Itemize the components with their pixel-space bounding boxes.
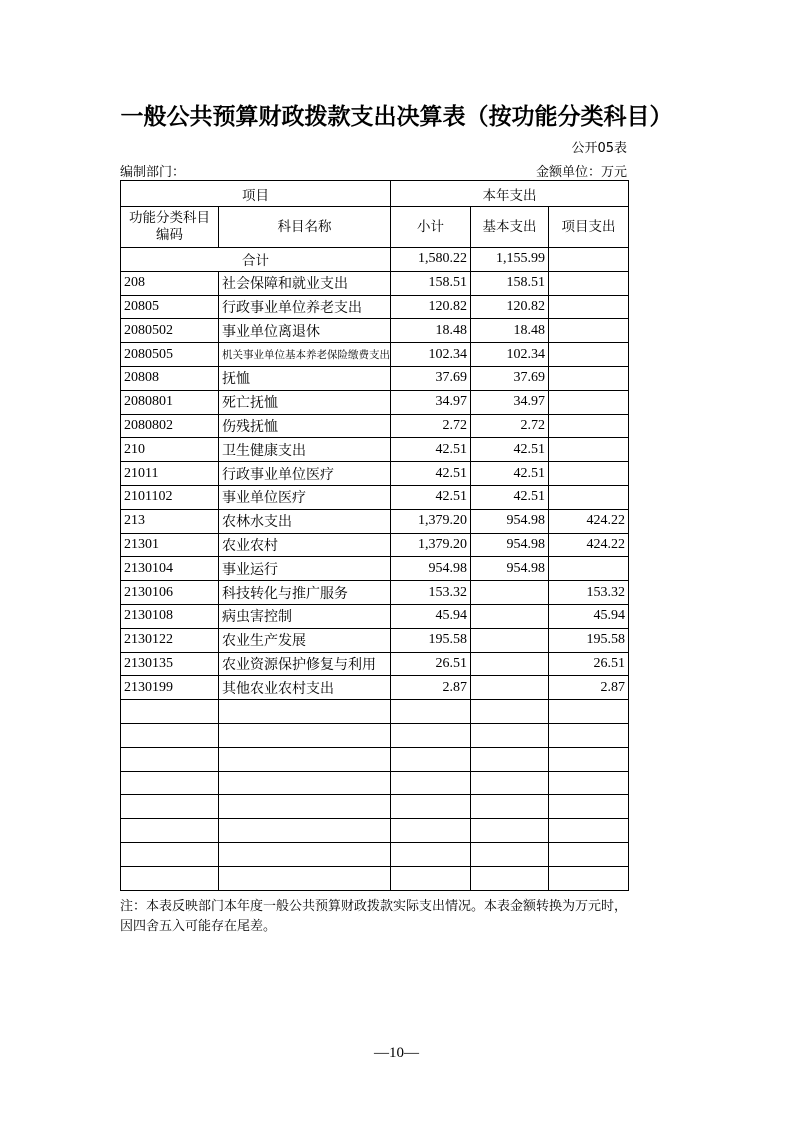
empty-row [121, 819, 629, 843]
empty-cell [121, 795, 219, 819]
cell-name: 科技转化与推广服务 [219, 581, 391, 605]
cell-name: 社会保障和就业支出 [219, 271, 391, 295]
empty-cell [471, 723, 549, 747]
cell-subtotal: 1,379.20 [391, 509, 471, 533]
empty-cell [471, 819, 549, 843]
table-row [121, 438, 629, 462]
cell-project [549, 438, 629, 462]
cell-code: 210 [121, 438, 219, 462]
empty-cell [121, 819, 219, 843]
cell-project [549, 366, 629, 390]
cell-basic: 954.98 [471, 533, 549, 557]
table-row [121, 414, 629, 438]
empty-cell [549, 795, 629, 819]
header-name: 科目名称 [219, 207, 391, 248]
table-row [121, 604, 629, 628]
empty-cell [549, 771, 629, 795]
header-subtotal: 小计 [391, 207, 471, 248]
empty-row [121, 747, 629, 771]
header-basic: 基本支出 [471, 207, 549, 248]
cell-basic [471, 628, 549, 652]
cell-basic: 102.34 [471, 343, 549, 367]
empty-cell [219, 700, 391, 724]
cell-name: 卫生健康支出 [219, 438, 391, 462]
cell-code: 2130199 [121, 676, 219, 700]
cell-subtotal: 102.34 [391, 343, 471, 367]
empty-cell [121, 700, 219, 724]
cell-name: 病虫害控制 [219, 604, 391, 628]
empty-cell [121, 866, 219, 890]
cell-project [549, 295, 629, 319]
cell-name: 伤残抚恤 [219, 414, 391, 438]
cell-subtotal: 42.51 [391, 462, 471, 486]
cell-name: 行政事业单位养老支出 [219, 295, 391, 319]
page-number: —10— [374, 1045, 419, 1061]
cell-subtotal: 120.82 [391, 295, 471, 319]
cell-project [549, 462, 629, 486]
expenditure-table [120, 180, 629, 891]
empty-cell [391, 723, 471, 747]
empty-cell [471, 747, 549, 771]
cell-project: 424.22 [549, 533, 629, 557]
cell-subtotal: 18.48 [391, 319, 471, 343]
cell-project [549, 343, 629, 367]
empty-cell [549, 819, 629, 843]
cell-name: 事业单位医疗 [219, 485, 391, 509]
table-row [121, 676, 629, 700]
page-title: 一般公共预算财政拨款支出决算表（按功能分类科目） [120, 104, 673, 130]
cell-basic: 158.51 [471, 271, 549, 295]
empty-row [121, 842, 629, 866]
cell-code: 208 [121, 271, 219, 295]
empty-cell [549, 723, 629, 747]
table-row [121, 485, 629, 509]
empty-cell [219, 795, 391, 819]
cell-project [549, 390, 629, 414]
empty-cell [391, 866, 471, 890]
cell-code: 20808 [121, 366, 219, 390]
cell-subtotal: 45.94 [391, 604, 471, 628]
table-row [121, 390, 629, 414]
cell-name: 农业生产发展 [219, 628, 391, 652]
table-row [121, 557, 629, 581]
cell-basic: 954.98 [471, 509, 549, 533]
cell-code: 2130135 [121, 652, 219, 676]
empty-row [121, 795, 629, 819]
empty-cell [471, 795, 549, 819]
empty-cell [549, 747, 629, 771]
cell-basic [471, 581, 549, 605]
empty-cell [121, 771, 219, 795]
cell-basic: 2.72 [471, 414, 549, 438]
empty-cell [219, 747, 391, 771]
cell-code: 2080801 [121, 390, 219, 414]
cell-code: 2130104 [121, 557, 219, 581]
empty-row [121, 700, 629, 724]
cell-subtotal: 195.58 [391, 628, 471, 652]
form-number: 公开05表 [571, 141, 627, 156]
cell-basic [471, 604, 549, 628]
cell-project [549, 414, 629, 438]
empty-cell [219, 866, 391, 890]
cell-name: 行政事业单位医疗 [219, 462, 391, 486]
cell-subtotal: 2.87 [391, 676, 471, 700]
cell-basic [471, 652, 549, 676]
header-project-exp: 项目支出 [549, 207, 629, 248]
total-subtotal: 1,580.22 [391, 248, 471, 272]
empty-cell [121, 747, 219, 771]
empty-cell [471, 700, 549, 724]
empty-row [121, 723, 629, 747]
empty-cell [391, 747, 471, 771]
header-project: 项目 [121, 181, 391, 207]
cell-basic [471, 676, 549, 700]
cell-basic: 42.51 [471, 462, 549, 486]
table-row [121, 581, 629, 605]
cell-project [549, 271, 629, 295]
cell-basic: 120.82 [471, 295, 549, 319]
empty-cell [391, 795, 471, 819]
empty-cell [549, 842, 629, 866]
empty-cell [391, 700, 471, 724]
cell-subtotal: 26.51 [391, 652, 471, 676]
cell-project: 2.87 [549, 676, 629, 700]
cell-name: 机关事业单位基本养老保险缴费支出 [219, 343, 391, 367]
cell-project: 424.22 [549, 509, 629, 533]
empty-cell [471, 866, 549, 890]
cell-code: 2130106 [121, 581, 219, 605]
empty-cell [219, 819, 391, 843]
table-row [121, 462, 629, 486]
cell-basic: 42.51 [471, 485, 549, 509]
cell-name: 事业运行 [219, 557, 391, 581]
cell-project: 153.32 [549, 581, 629, 605]
empty-cell [219, 771, 391, 795]
empty-cell [219, 842, 391, 866]
cell-basic: 42.51 [471, 438, 549, 462]
cell-project [549, 557, 629, 581]
header-code: 功能分类科目编码 [121, 207, 219, 248]
cell-basic: 37.69 [471, 366, 549, 390]
empty-cell [121, 723, 219, 747]
cell-name: 事业单位离退休 [219, 319, 391, 343]
cell-subtotal: 158.51 [391, 271, 471, 295]
total-project [549, 248, 629, 272]
cell-code: 2080505 [121, 343, 219, 367]
empty-cell [391, 819, 471, 843]
total-label: 合计 [121, 248, 391, 272]
cell-basic: 34.97 [471, 390, 549, 414]
empty-cell [391, 771, 471, 795]
cell-project: 195.58 [549, 628, 629, 652]
cell-name: 其他农业农村支出 [219, 676, 391, 700]
cell-project [549, 485, 629, 509]
table-row [121, 533, 629, 557]
cell-code: 213 [121, 509, 219, 533]
cell-basic: 18.48 [471, 319, 549, 343]
empty-row [121, 866, 629, 890]
cell-basic: 954.98 [471, 557, 549, 581]
table-row [121, 366, 629, 390]
empty-row [121, 771, 629, 795]
cell-subtotal: 42.51 [391, 485, 471, 509]
cell-project: 45.94 [549, 604, 629, 628]
table-row [121, 652, 629, 676]
cell-name: 农林水支出 [219, 509, 391, 533]
empty-cell [549, 866, 629, 890]
cell-subtotal: 153.32 [391, 581, 471, 605]
empty-cell [121, 842, 219, 866]
cell-name: 农业资源保护修复与利用 [219, 652, 391, 676]
header-current-year: 本年支出 [391, 181, 629, 207]
unit-label: 金额单位：万元 [535, 165, 627, 180]
cell-code: 20805 [121, 295, 219, 319]
empty-cell [549, 700, 629, 724]
total-basic: 1,155.99 [471, 248, 549, 272]
cell-project [549, 319, 629, 343]
empty-cell [471, 842, 549, 866]
empty-cell [391, 842, 471, 866]
cell-subtotal: 37.69 [391, 366, 471, 390]
table-row [121, 271, 629, 295]
dept-label: 编制部门： [120, 165, 186, 180]
cell-code: 2101102 [121, 485, 219, 509]
table-row [121, 343, 629, 367]
table-meta-row [120, 161, 627, 180]
cell-code: 21301 [121, 533, 219, 557]
cell-code: 2080802 [121, 414, 219, 438]
cell-name: 死亡抚恤 [219, 390, 391, 414]
table-row [121, 295, 629, 319]
cell-subtotal: 2.72 [391, 414, 471, 438]
cell-code: 2080502 [121, 319, 219, 343]
cell-code: 2130108 [121, 604, 219, 628]
cell-name: 抚恤 [219, 366, 391, 390]
cell-name: 农业农村 [219, 533, 391, 557]
cell-subtotal: 954.98 [391, 557, 471, 581]
cell-subtotal: 34.97 [391, 390, 471, 414]
cell-subtotal: 1,379.20 [391, 533, 471, 557]
footnote: 注：本表反映部门本年度一般公共预算财政拨款实际支出情况。本表金额转换为万元时，因四舍五入可能存在尾差。 [120, 898, 628, 933]
cell-code: 21011 [121, 462, 219, 486]
table-row [121, 319, 629, 343]
cell-subtotal: 42.51 [391, 438, 471, 462]
table-row [121, 509, 629, 533]
empty-cell [219, 723, 391, 747]
empty-cell [471, 771, 549, 795]
cell-code: 2130122 [121, 628, 219, 652]
cell-project: 26.51 [549, 652, 629, 676]
total-row [121, 248, 629, 272]
table-row [121, 628, 629, 652]
